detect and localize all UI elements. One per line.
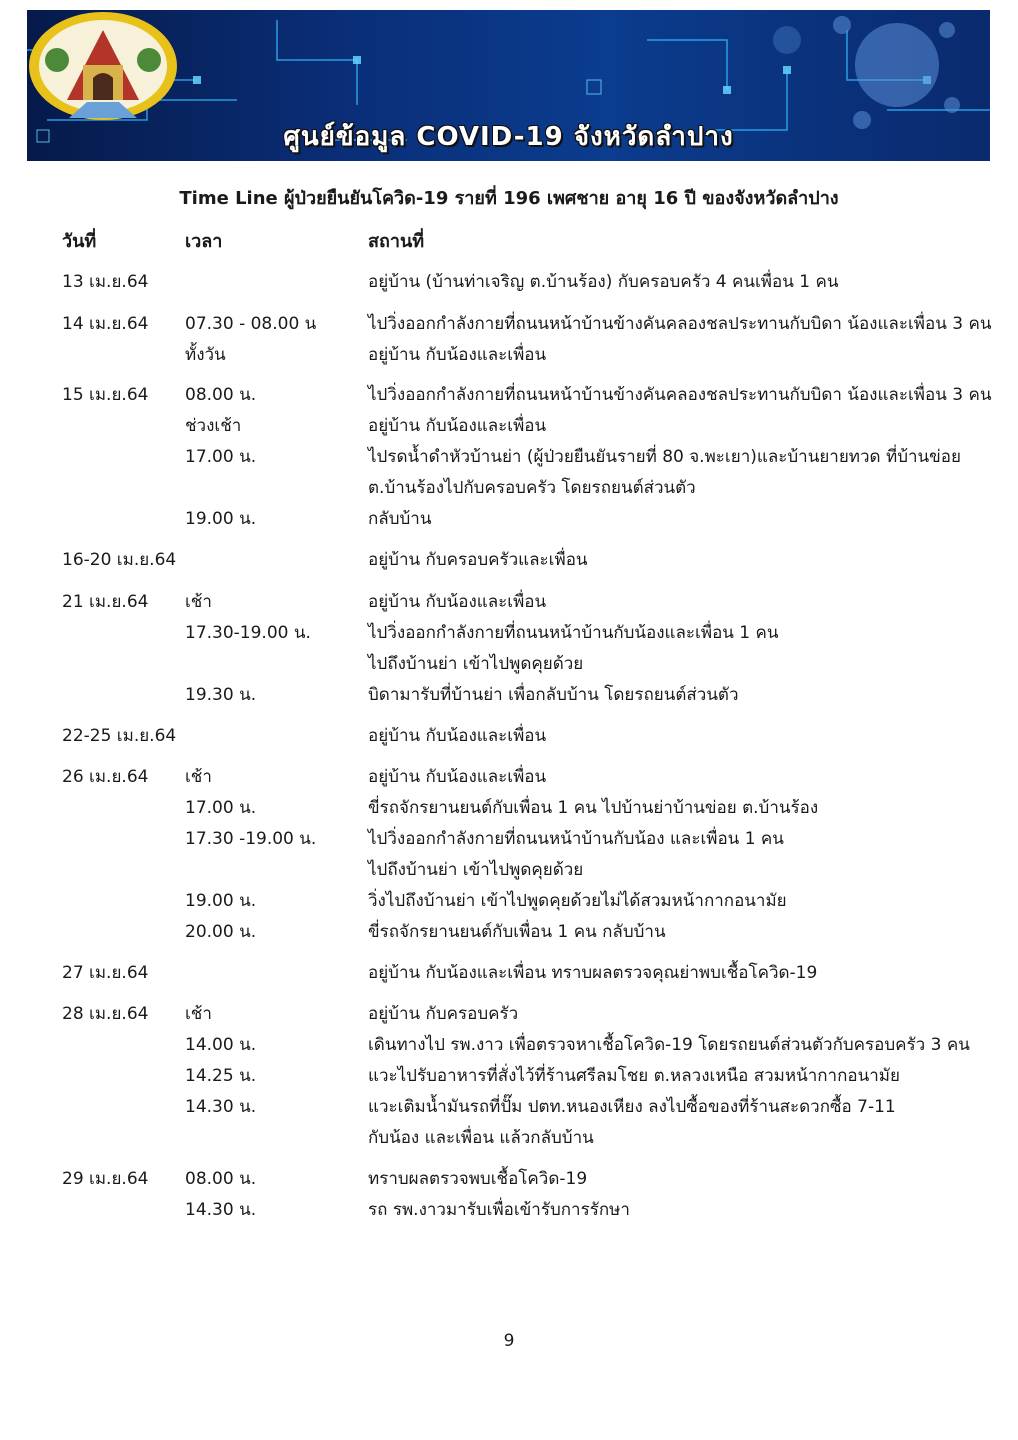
row-time: เช้า	[185, 767, 212, 787]
row-place: เดินทางไป รพ.งาว เพื่อตรวจหาเชื้อโควิด-19 โดยรถยนต์ส่วนตัวกับครอบครัว 3 คน	[368, 1035, 970, 1055]
row-place: ไปรดน้ำดำหัวบ้านย่า (ผู้ป่วยยืนยันรายที่ 80 จ.พะเยา)และบ้านยายทวด ที่บ้านข่อย	[368, 447, 961, 467]
row-time: 14.00 น.	[185, 1035, 257, 1055]
row-place: อยู่บ้าน กับน้องและเพื่อน	[368, 592, 547, 612]
row-time: 07.30 - 08.00 น	[185, 314, 317, 334]
row-date: 21 เม.ย.64	[62, 592, 149, 612]
row-date: 16-20 เม.ย.64	[62, 550, 177, 570]
row-place: ไปวิ่งออกกำลังกายที่ถนนหน้าบ้านข้างคันคลองชลประทานกับบิดา น้องและเพื่อน 3 คน	[368, 314, 992, 334]
row-date: 26 เม.ย.64	[62, 767, 149, 787]
row-date: 28 เม.ย.64	[62, 1004, 149, 1024]
row-time: 14.25 น.	[185, 1066, 257, 1086]
row-time: ช่วงเช้า	[185, 416, 242, 436]
row-place: อยู่บ้าน (บ้านท่าเจริญ ต.บ้านร้อง) กับครอบครัว 4 คนเพื่อน 1 คน	[368, 272, 839, 292]
row-date: 13 เม.ย.64	[62, 272, 149, 292]
row-time: 20.00 น.	[185, 922, 257, 942]
row-time: 17.30 -19.00 น.	[185, 829, 317, 849]
row-place: บิดามารับที่บ้านย่า เพื่อกลับบ้าน โดยรถยนต์ส่วนตัว	[368, 685, 739, 705]
row-time: 17.00 น.	[185, 447, 257, 467]
row-place: อยู่บ้าน กับน้องและเพื่อน	[368, 726, 547, 746]
row-date: 27 เม.ย.64	[62, 963, 149, 983]
header-date: วันที่	[62, 231, 97, 252]
row-place: อยู่บ้าน กับน้องและเพื่อน	[368, 416, 547, 436]
row-time: 19.00 น.	[185, 509, 257, 529]
row-date: 15 เม.ย.64	[62, 385, 149, 405]
row-time: 17.00 น.	[185, 798, 257, 818]
virus-graphic	[773, 16, 960, 129]
row-place: ไปวิ่งออกกำลังกายที่ถนนหน้าบ้านกับน้อง และเพื่อน 1 คน	[368, 829, 784, 849]
header-time: เวลา	[185, 231, 223, 252]
row-time: 17.30-19.00 น.	[185, 623, 311, 643]
row-place: ไปวิ่งออกกำลังกายที่ถนนหน้าบ้านข้างคันคลองชลประทานกับบิดา น้องและเพื่อน 3 คน	[368, 385, 992, 405]
row-place: อยู่บ้าน กับน้องและเพื่อน	[368, 345, 547, 365]
row-place: แวะเติมน้ำมันรถที่ปั๊ม ปตท.หนองเหียง ลงไปซื้อของที่ร้านสะดวกซื้อ 7-11	[368, 1097, 896, 1117]
row-place: ทราบผลตรวจพบเชื้อโควิด-19	[368, 1169, 588, 1189]
row-place: อยู่บ้าน กับน้องและเพื่อน ทราบผลตรวจคุณย่าพบเชื้อโควิด-19	[368, 963, 818, 983]
header-banner	[27, 10, 990, 161]
row-place: กลับบ้าน	[368, 509, 432, 529]
row-date: 22-25 เม.ย.64	[62, 726, 177, 746]
row-place: วิ่งไปถึงบ้านย่า เข้าไปพูดคุยด้วยไม่ได้สวมหน้ากากอนามัย	[368, 891, 787, 911]
row-date: 29 เม.ย.64	[62, 1169, 149, 1189]
row-place: ไปวิ่งออกกำลังกายที่ถนนหน้าบ้านกับน้องและเพื่อน 1 คน	[368, 623, 779, 643]
row-time: 14.30 น.	[185, 1097, 257, 1117]
lampang-seal-icon	[27, 10, 179, 122]
row-date: 14 เม.ย.64	[62, 314, 149, 334]
row-time: เช้า	[185, 1004, 212, 1024]
row-place: แวะไปรับอาหารที่สั่งไว้ที่ร้านศรีลมโชย ต.หลวงเหนือ สวมหน้ากากอนามัย	[368, 1066, 900, 1086]
row-place: ไปถึงบ้านย่า เข้าไปพูดคุยด้วย	[368, 860, 584, 880]
row-time: เช้า	[185, 592, 212, 612]
row-place: อยู่บ้าน กับครอบครัวและเพื่อน	[368, 550, 588, 570]
row-time: 19.30 น.	[185, 685, 257, 705]
page-number: 9	[503, 1331, 515, 1351]
row-time: 19.00 น.	[185, 891, 257, 911]
header-place: สถานที่	[368, 231, 425, 252]
row-place: อยู่บ้าน กับครอบครัว	[368, 1004, 519, 1024]
row-place: ขี่รถจักรยานยนต์กับเพื่อน 1 คน กลับบ้าน	[368, 922, 666, 942]
row-time: 08.00 น.	[185, 385, 257, 405]
row-time: 08.00 น.	[185, 1169, 257, 1189]
row-place: รถ รพ.งาวมารับเพื่อเข้ารับการรักษา	[368, 1200, 630, 1220]
row-place: อยู่บ้าน กับน้องและเพื่อน	[368, 767, 547, 787]
document-title: Time Line ผู้ป่วยยืนยันโควิด-19 รายที่ 196 เพศชาย อายุ 16 ปี ของจังหวัดลำปาง	[179, 188, 839, 209]
row-place: ต.บ้านร้องไปกับครอบครัว โดยรถยนต์ส่วนตัว	[368, 478, 696, 498]
row-place: ขี่รถจักรยานยนต์กับเพื่อน 1 คน ไปบ้านย่าบ้านข่อย ต.บ้านร้อง	[368, 798, 819, 818]
banner-title: ศูนย์ข้อมูล COVID-19 จังหวัดลำปาง	[283, 122, 734, 152]
row-place: กับน้อง และเพื่อน แล้วกลับบ้าน	[368, 1128, 594, 1148]
row-time: ทั้งวัน	[185, 345, 226, 365]
row-place: ไปถึงบ้านย่า เข้าไปพูดคุยด้วย	[368, 654, 584, 674]
row-time: 14.30 น.	[185, 1200, 257, 1220]
